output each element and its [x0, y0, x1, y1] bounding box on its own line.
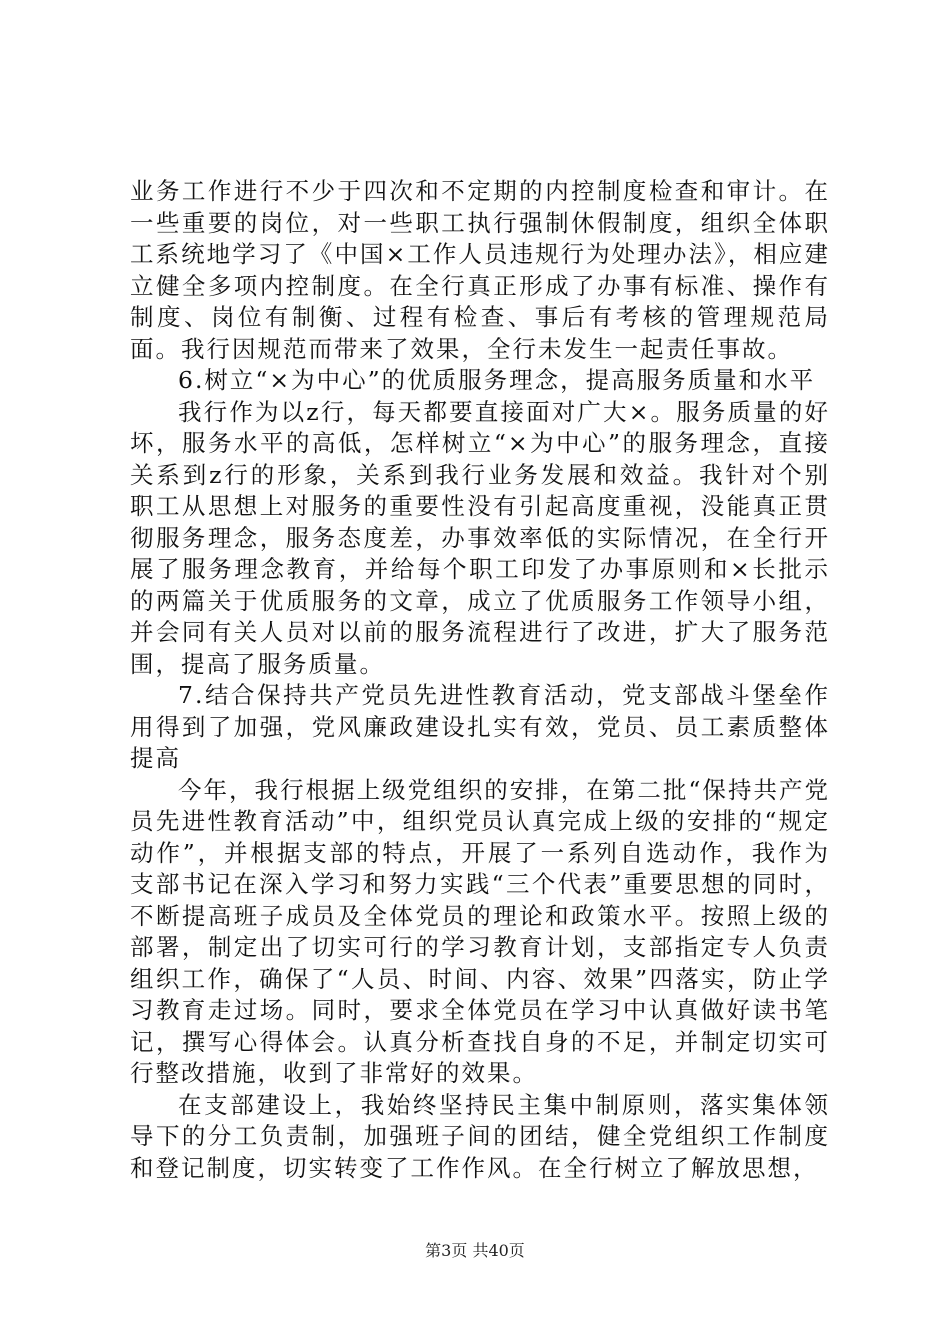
- section-heading-6: 6.树立“×为中心”的优质服务理念，提高服务质量和水平: [178, 366, 816, 394]
- page-number-footer: 第3页 共40页: [425, 1241, 525, 1260]
- paragraph-branch-building: 在支部建设上，我始终坚持民主集中制原则，落实集体领导下的分工负责制，加强班子间的团结，健全党组织工作制度和登记制度，切实转变了工作作风。在全行树立了解放思想，: [130, 1090, 830, 1182]
- paragraph-service: 我行作为以z行，每天都要直接面对广大×。服务质量的好坏，服务水平的高低，怎样树立“×为中心”的服务理念，直接关系到z行的形象，关系到我行业务发展和效益。我针对个别职工从思想上对服务的重要性没有引起高度重视，没能真正贯彻服务理念，服务态度差，办事效率低的实际情况，在全行开展了服务理念教育，并给每个职工印发了办事原则和×长批示的两篇关于优质服务的文章，成立了优质服务工作领导小组，并会同有关人员对以前的服务流程进行了改进，扩大了服务范围，提高了服务质量。: [130, 397, 830, 678]
- paragraph-party-education: 今年，我行根据上级党组织的安排，在第二批“保持共产党员先进性教育活动”中，组织党员认真完成上级的安排的“规定动作”，并根据支部的特点，开展了一系列自选动作，我作为支部书记在深入学习和努力实践“三个代表”重要思想的同时，不断提高班子成员及全体党员的理论和政策水平。按照上级的部署，制定出了切实可行的学习教育计划，支部指定专人负责组织工作，确保了“人员、时间、内容、效果”四落实，防止学习教育走过场。同时，要求全体党员在学习中认真做好读书笔记，撰写心得体会。认真分析查找自身的不足，并制定切实可行整改措施，收到了非常好的效果。: [130, 775, 830, 1087]
- section-heading-7: 7.结合保持共产党员先进性教育活动，党支部战斗堡垒作用得到了加强，党风廉政建设扎实有效，党员、员工素质整体提高: [130, 681, 830, 772]
- paragraph-continuation: 业务工作进行不少于四次和不定期的内控制度检查和审计。在一些重要的岗位，对一些职工执行强制休假制度，组织全体职工系统地学习了《中国×工作人员违规行为处理办法》，相应建立健全多项内控制度。在全行真正形成了办事有标准、操作有制度、岗位有制衡、过程有检查、事后有考核的管理规范局面。我行因规范而带来了效果，全行未发生一起责任事故。: [130, 177, 830, 363]
- document-body: [130, 176, 830, 1184]
